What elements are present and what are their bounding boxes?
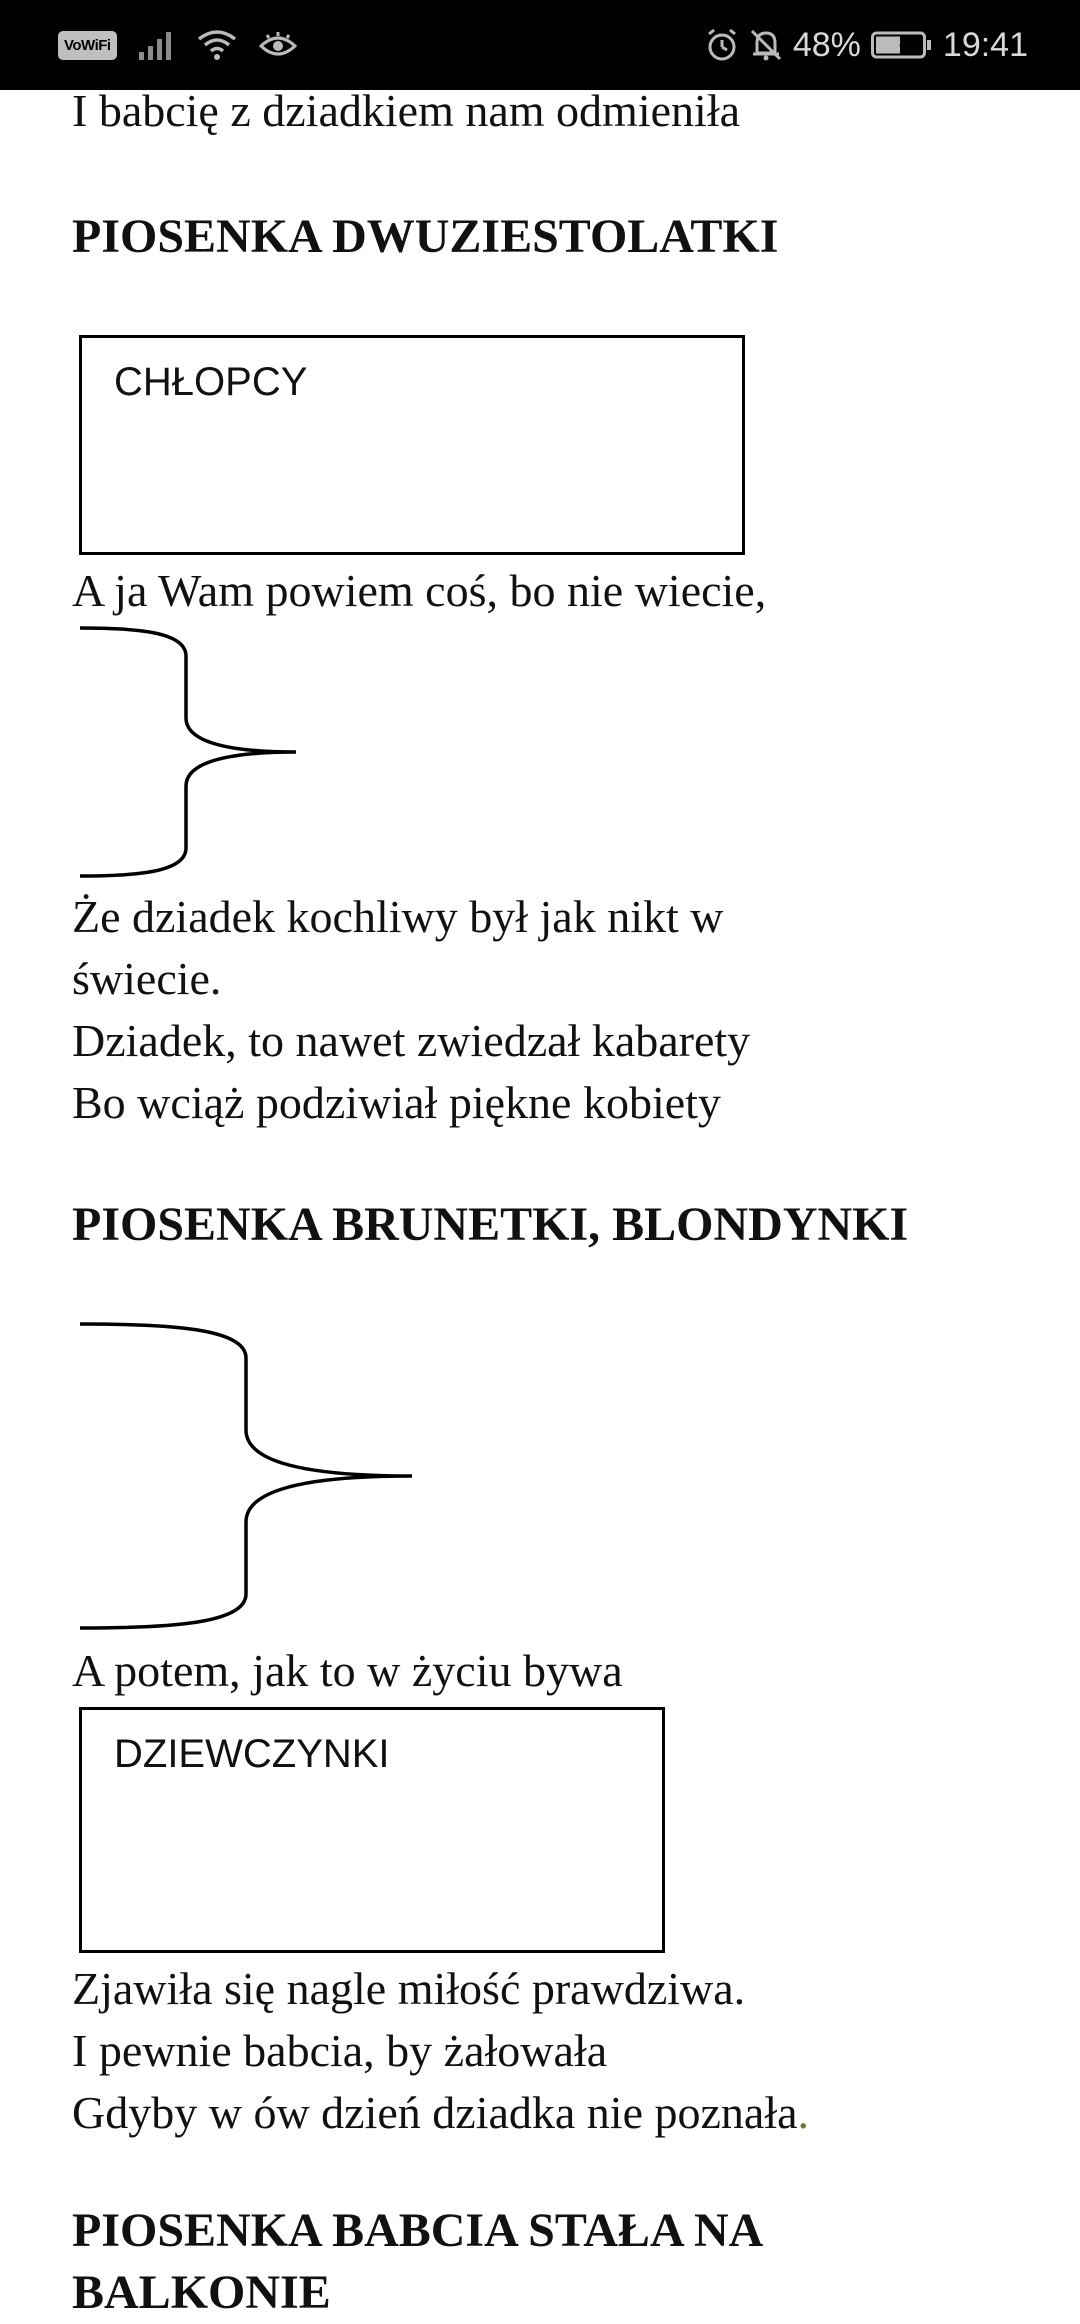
battery-percent: 48% (792, 25, 861, 64)
alarm-icon (705, 28, 739, 62)
curly-brace-small (78, 626, 298, 880)
text-segment: Gdyby w ów dzień dziadka nie poznała (72, 2087, 798, 2138)
box-label: CHŁOPCY (114, 360, 308, 404)
section-heading: PIOSENKA BRUNETKI, BLONDYNKI (72, 1198, 909, 1251)
status-bar (0, 0, 1080, 90)
text-line (72, 2082, 809, 2144)
curly-brace-large (78, 1320, 414, 1632)
clock: 19:41 (942, 25, 1028, 64)
label-box-boys (79, 335, 745, 555)
text-line: A ja Wam powiem coś, bo nie wiecie, (72, 565, 767, 616)
text-line: Zjawiła się nagle miłość prawdziwa. (72, 1963, 746, 2014)
vowifi-badge: VoWiFi (58, 31, 117, 60)
eye-icon (259, 30, 297, 60)
text-period: . (797, 2087, 810, 2138)
battery-icon (871, 30, 933, 60)
signal-icon (139, 30, 175, 60)
wifi-icon (197, 29, 237, 61)
bell-off-icon (749, 28, 783, 62)
box-label: DZIEWCZYNKI (114, 1732, 390, 1776)
section-heading: PIOSENKA DWUZIESTOLATKI (72, 210, 779, 263)
status-left (58, 0, 297, 90)
text-line: A potem, jak to w życiu bywa (72, 1645, 623, 1696)
section-heading: PIOSENKA BABCIA STAŁA NA (72, 2204, 764, 2257)
text-line: I babcię z dziadkiem nam odmieniła (72, 85, 741, 136)
text-line: Że dziadek kochliwy był jak nikt w (72, 891, 724, 942)
text-line: I pewnie babcia, by żałowała (72, 2025, 608, 2076)
text-line: Bo wciąż podziwiał piękne kobiety (72, 1077, 721, 1128)
label-box-girls (79, 1707, 665, 1953)
text-line: świecie. (72, 953, 222, 1004)
section-heading-cont: BALKONIE (72, 2266, 331, 2319)
status-right (705, 0, 1028, 90)
text-line: Dziadek, to nawet zwiedzał kabarety (72, 1015, 751, 1066)
